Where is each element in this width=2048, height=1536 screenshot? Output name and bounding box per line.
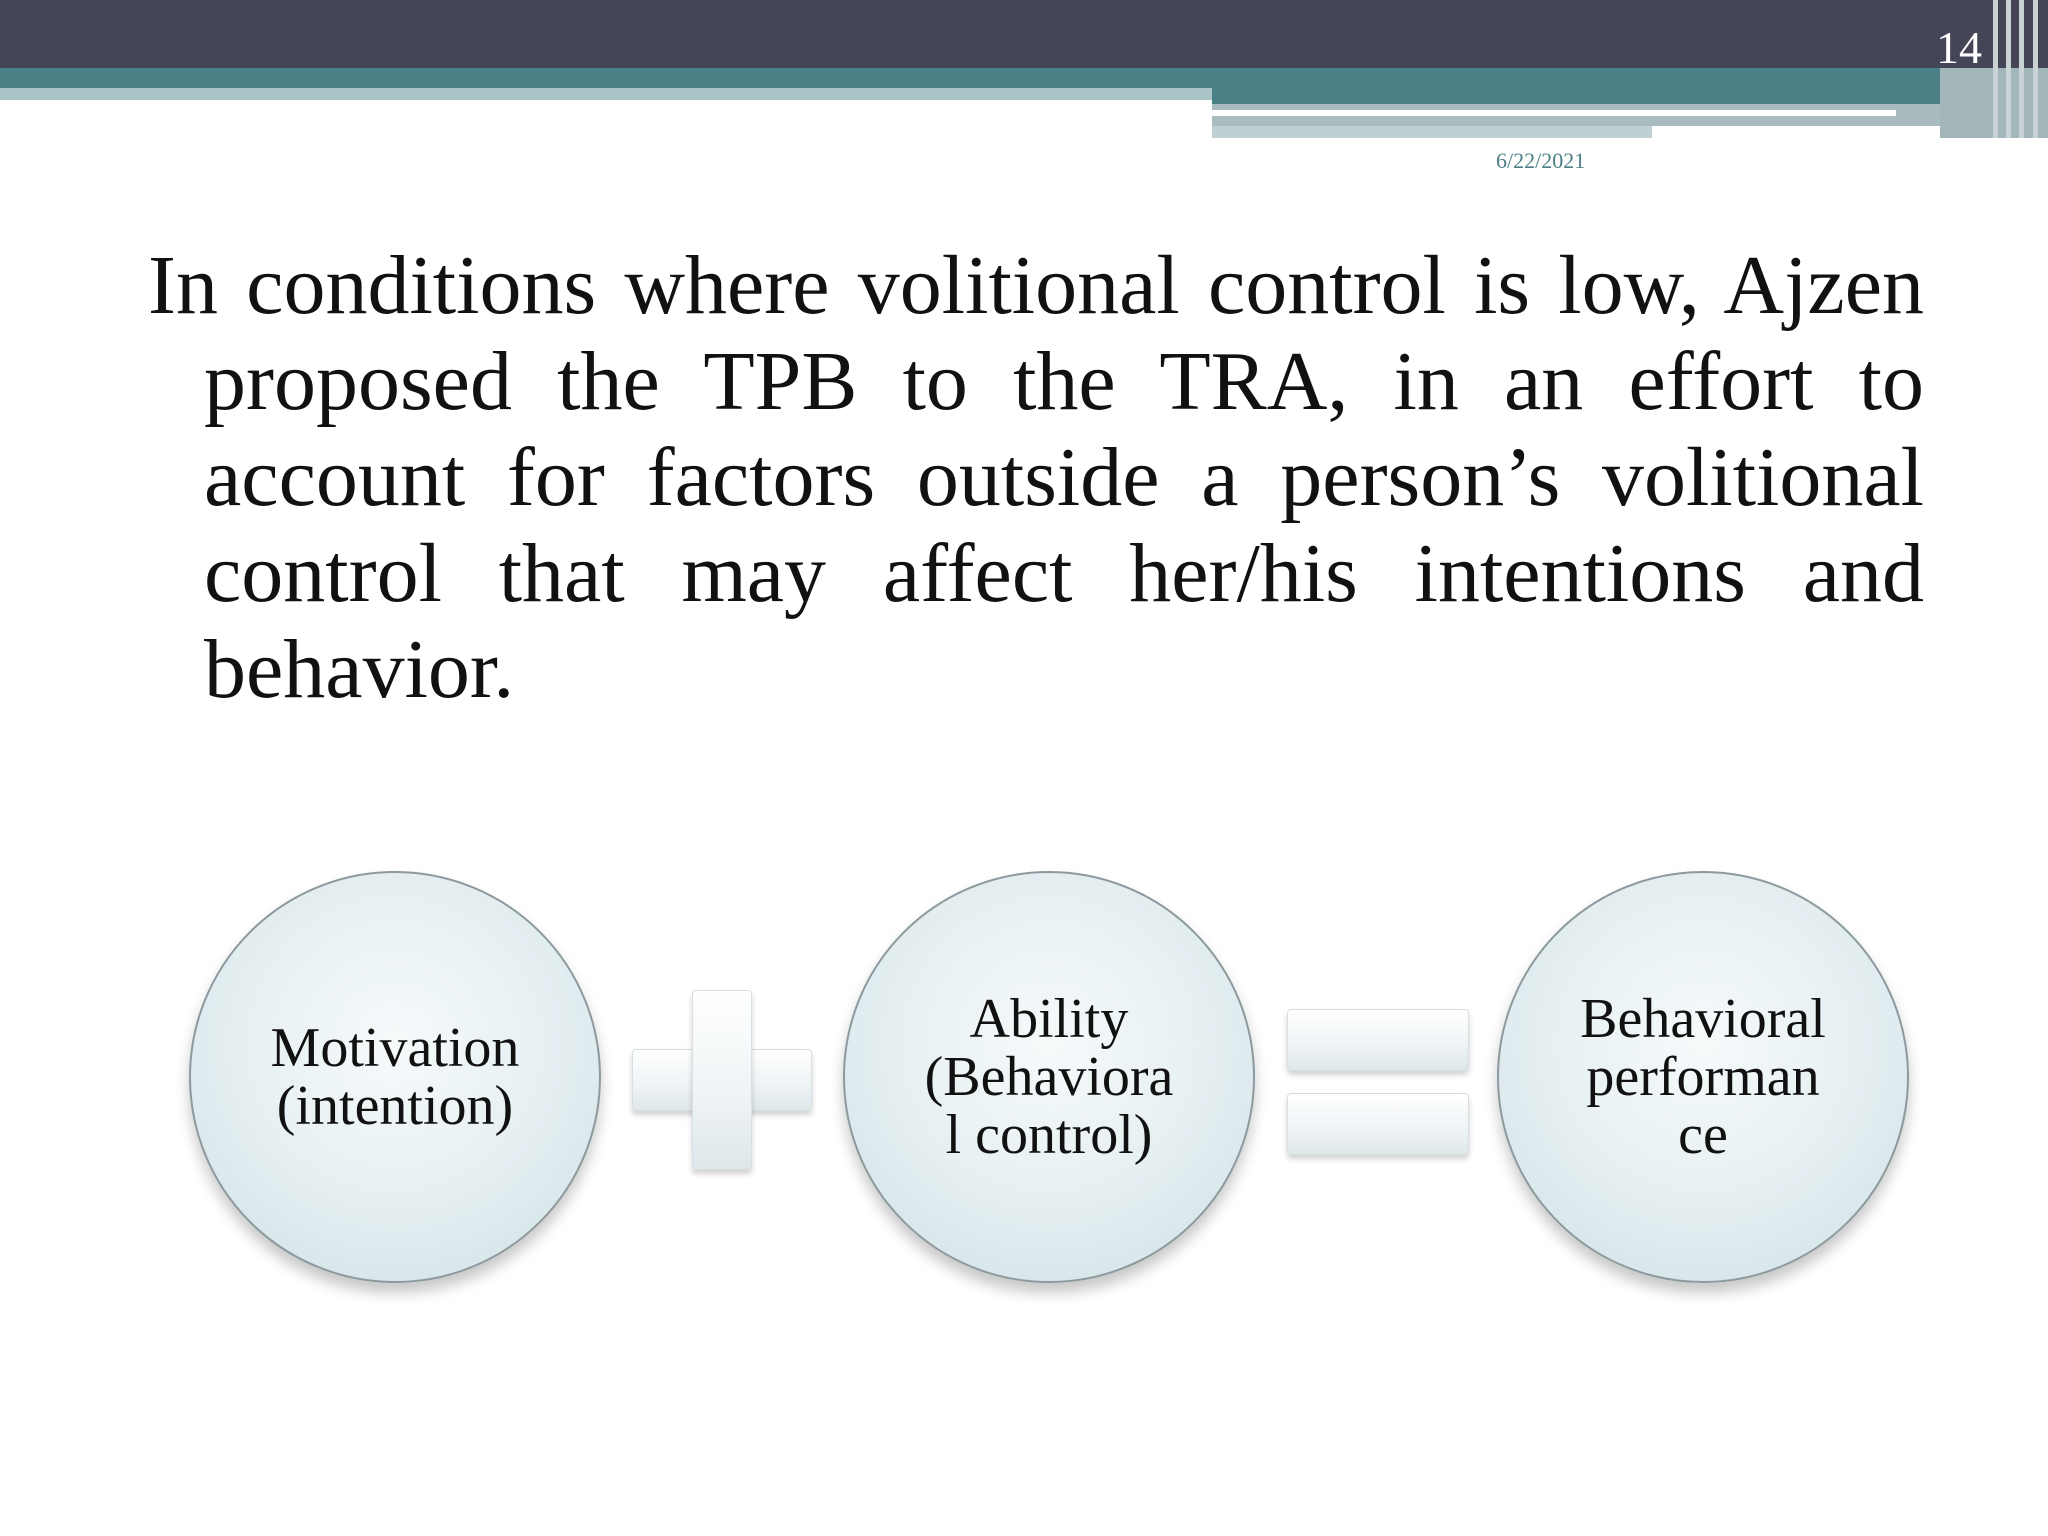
circle-label-line: Ability [969,988,1129,1050]
circle-label-line: (Behaviora [924,1046,1174,1108]
header-white-line [1212,110,1896,116]
header-vertical-stripe [2033,0,2038,138]
header-band-dark [0,0,2048,68]
circle-label-line: Motivation [270,1017,520,1079]
header-band-light [0,88,1212,100]
slide-number: 14 [1936,22,1982,73]
circle-label [245,1019,545,1135]
equals-sign-bottom-bar [1287,1093,1469,1155]
circle-label-line: Behavioral [1580,988,1826,1050]
header-band-gray-low [1212,126,1652,138]
circle-label-line: ce [1678,1104,1728,1166]
header-band-teal [0,68,2048,88]
header-band-teal-right [1212,88,2048,104]
header-vertical-stripe [1993,0,1998,138]
equals-sign-top-bar [1287,1009,1469,1071]
circle-label [1553,990,1853,1164]
header-vertical-stripe [2006,0,2011,138]
body-paragraph: In conditions where volitional control is low, Ajzen proposed the TPB to the TRA, in an effort to account for factors outside a person’s volitional control that may affect her/his intentions and behavior. [148,239,1924,716]
circle-label-line: l control) [945,1104,1153,1166]
behavioral-performance-circle [1497,871,1909,1283]
motivation-circle [189,871,601,1283]
slide-date: 6/22/2021 [1496,148,1586,173]
ability-circle [843,871,1255,1283]
circle-label-line: performan [1586,1046,1820,1108]
plus-sign-vertical [692,990,752,1170]
circle-label [899,990,1199,1164]
header-vertical-stripe [2019,0,2024,138]
circle-label-line: (intention) [276,1075,514,1137]
